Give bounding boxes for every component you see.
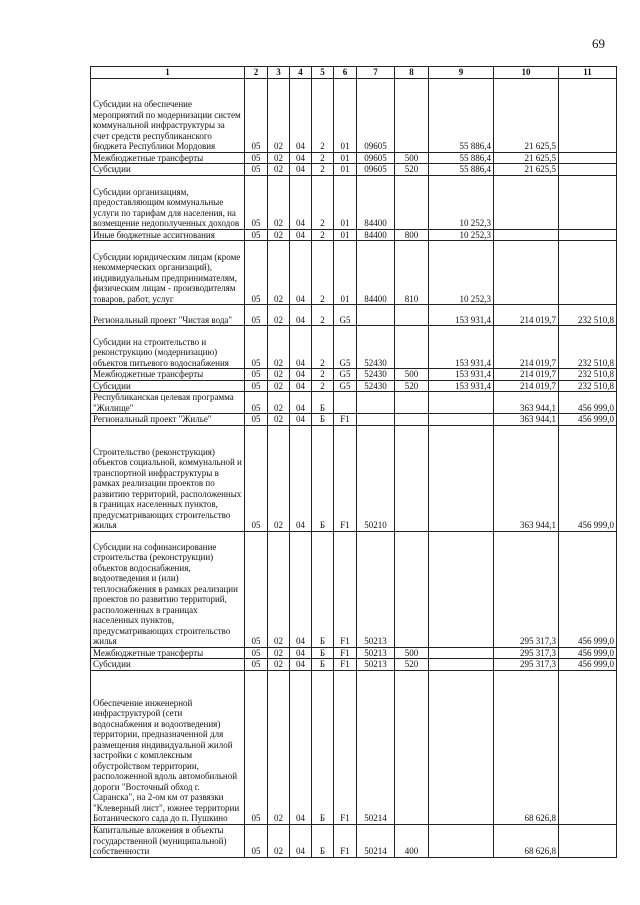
row-code-3: 04 xyxy=(290,305,312,326)
row-code-4: Б xyxy=(312,414,334,426)
row-code-2: 02 xyxy=(268,241,290,305)
row-code-4: 2 xyxy=(312,229,334,241)
row-value-col-9: 153 931,4 xyxy=(429,380,494,392)
row-code-3: 04 xyxy=(290,670,312,824)
row-code-7: 810 xyxy=(395,241,429,305)
row-code-3: 04 xyxy=(290,241,312,305)
row-value-col-9: 10 252,3 xyxy=(429,229,494,241)
row-code-6 xyxy=(357,392,395,414)
row-code-4: Б xyxy=(312,670,334,824)
row-code-6: 52430 xyxy=(357,369,395,381)
table-row xyxy=(91,152,617,164)
table-header xyxy=(91,67,617,79)
row-value-col-10: 214 019,7 xyxy=(494,305,559,326)
row-code-2: 02 xyxy=(268,414,290,426)
row-value-col-9 xyxy=(429,647,494,659)
row-code-2: 02 xyxy=(268,305,290,326)
row-code-6: 50213 xyxy=(357,531,395,647)
row-code-3: 04 xyxy=(290,175,312,229)
row-value-col-9: 10 252,3 xyxy=(429,241,494,305)
row-value-col-9: 55 886,4 xyxy=(429,78,494,152)
row-code-6: 09605 xyxy=(357,152,395,164)
row-value-col-11 xyxy=(559,152,617,164)
row-code-1: 05 xyxy=(245,78,268,152)
row-code-3: 04 xyxy=(290,164,312,176)
row-value-col-9 xyxy=(429,659,494,671)
row-code-4: Б xyxy=(312,647,334,659)
row-code-1: 05 xyxy=(245,392,268,414)
row-name: Субсидии xyxy=(91,659,245,671)
row-code-5: F1 xyxy=(334,824,357,857)
row-code-5: F1 xyxy=(334,414,357,426)
row-value-col-11 xyxy=(559,164,617,176)
row-value-col-11 xyxy=(559,824,617,857)
table-row xyxy=(91,647,617,659)
row-name: Субсидии на обеспечение мероприятий по модернизации систем коммунальной инфраструктуры за счет средств республиканского бюджета Республики Мордовия xyxy=(91,78,245,152)
row-code-3: 04 xyxy=(290,152,312,164)
row-code-7: 800 xyxy=(395,229,429,241)
row-code-3: 04 xyxy=(290,414,312,426)
row-code-1: 05 xyxy=(245,647,268,659)
row-code-2: 02 xyxy=(268,392,290,414)
row-code-2: 02 xyxy=(268,229,290,241)
row-code-5: 01 xyxy=(334,241,357,305)
row-value-col-11: 232 510,8 xyxy=(559,369,617,381)
row-code-4: 2 xyxy=(312,326,334,369)
row-name: Субсидии xyxy=(91,380,245,392)
row-code-6: 09605 xyxy=(357,78,395,152)
row-code-4: 2 xyxy=(312,175,334,229)
row-code-1: 05 xyxy=(245,175,268,229)
row-code-5: F1 xyxy=(334,670,357,824)
table-row xyxy=(91,164,617,176)
row-value-col-9 xyxy=(429,425,494,531)
table-row xyxy=(91,425,617,531)
row-name: Республиканская целевая программа "Жилище" xyxy=(91,392,245,414)
row-code-2: 02 xyxy=(268,659,290,671)
row-code-4: 2 xyxy=(312,78,334,152)
row-value-col-9: 55 886,4 xyxy=(429,164,494,176)
table-row xyxy=(91,824,617,857)
row-code-5: G5 xyxy=(334,369,357,381)
row-code-2: 02 xyxy=(268,647,290,659)
row-code-3: 04 xyxy=(290,380,312,392)
row-value-col-10 xyxy=(494,229,559,241)
row-code-1: 05 xyxy=(245,152,268,164)
row-value-col-11: 232 510,8 xyxy=(559,305,617,326)
row-name: Иные бюджетные ассигнования xyxy=(91,229,245,241)
row-code-5: F1 xyxy=(334,425,357,531)
row-code-3: 04 xyxy=(290,531,312,647)
row-value-col-10: 363 944,1 xyxy=(494,425,559,531)
row-code-1: 05 xyxy=(245,414,268,426)
row-code-2: 02 xyxy=(268,369,290,381)
row-value-col-11: 456 999,0 xyxy=(559,647,617,659)
row-value-col-11: 456 999,0 xyxy=(559,659,617,671)
row-code-2: 02 xyxy=(268,175,290,229)
row-value-col-10: 295 317,3 xyxy=(494,647,559,659)
row-value-col-9: 55 886,4 xyxy=(429,152,494,164)
row-value-col-10: 21 625,5 xyxy=(494,152,559,164)
row-code-5: G5 xyxy=(334,380,357,392)
row-code-4: 2 xyxy=(312,305,334,326)
row-code-5: 01 xyxy=(334,152,357,164)
header-col-3: 3 xyxy=(268,67,290,79)
row-name: Капитальные вложения в объекты государственной (муниципальной) собственности xyxy=(91,824,245,857)
row-code-3: 04 xyxy=(290,824,312,857)
row-code-7: 520 xyxy=(395,380,429,392)
table-row xyxy=(91,659,617,671)
row-value-col-9: 153 931,4 xyxy=(429,305,494,326)
row-name: Субсидии юридическим лицам (кроме некоммерческих организаций), индивидуальным предпринимателям, физическим лицам - производителям товаров, работ, услуг xyxy=(91,241,245,305)
row-value-col-9 xyxy=(429,392,494,414)
header-col-6: 6 xyxy=(334,67,357,79)
row-code-7 xyxy=(395,531,429,647)
row-code-1: 05 xyxy=(245,670,268,824)
row-value-col-10 xyxy=(494,175,559,229)
row-code-4: 2 xyxy=(312,241,334,305)
row-code-6: 84400 xyxy=(357,241,395,305)
row-code-1: 05 xyxy=(245,229,268,241)
row-code-4: 2 xyxy=(312,152,334,164)
row-code-5: F1 xyxy=(334,647,357,659)
row-code-4: Б xyxy=(312,659,334,671)
row-value-col-11: 456 999,0 xyxy=(559,392,617,414)
row-code-2: 02 xyxy=(268,326,290,369)
table-row xyxy=(91,392,617,414)
row-value-col-10: 21 625,5 xyxy=(494,78,559,152)
row-code-6: 50214 xyxy=(357,824,395,857)
row-code-6: 84400 xyxy=(357,175,395,229)
row-code-7 xyxy=(395,175,429,229)
row-value-col-10: 214 019,7 xyxy=(494,380,559,392)
row-code-7: 520 xyxy=(395,659,429,671)
row-code-7: 500 xyxy=(395,647,429,659)
row-value-col-10: 295 317,3 xyxy=(494,659,559,671)
row-code-5: F1 xyxy=(334,659,357,671)
row-value-col-10: 295 317,3 xyxy=(494,531,559,647)
row-code-1: 05 xyxy=(245,164,268,176)
row-name: Субсидии организациям, предоставляющим коммунальные услуги по тарифам для населения, на возмещение недополученных доходов xyxy=(91,175,245,229)
row-code-3: 04 xyxy=(290,647,312,659)
row-value-col-10: 214 019,7 xyxy=(494,369,559,381)
row-name: Субсидии на строительство и реконструкцию (модернизацию) объектов питьевого водоснабжения xyxy=(91,326,245,369)
page-number: 69 xyxy=(592,36,605,51)
row-value-col-9 xyxy=(429,824,494,857)
row-value-col-11: 456 999,0 xyxy=(559,414,617,426)
row-value-col-11: 456 999,0 xyxy=(559,531,617,647)
row-code-5: 01 xyxy=(334,175,357,229)
table-row xyxy=(91,175,617,229)
row-code-1: 05 xyxy=(245,380,268,392)
row-value-col-9: 153 931,4 xyxy=(429,326,494,369)
row-code-1: 05 xyxy=(245,369,268,381)
table-row xyxy=(91,670,617,824)
row-name: Региональный проект "Жилье" xyxy=(91,414,245,426)
row-code-6 xyxy=(357,305,395,326)
header-col-1: 1 xyxy=(91,67,245,79)
row-value-col-9: 10 252,3 xyxy=(429,175,494,229)
table-row xyxy=(91,414,617,426)
row-code-1: 05 xyxy=(245,305,268,326)
row-code-2: 02 xyxy=(268,670,290,824)
row-name: Межбюджетные трансферты xyxy=(91,152,245,164)
row-code-4: Б xyxy=(312,392,334,414)
row-code-4: 2 xyxy=(312,369,334,381)
row-value-col-11: 456 999,0 xyxy=(559,425,617,531)
table-row xyxy=(91,241,617,305)
row-code-6 xyxy=(357,414,395,426)
table-row xyxy=(91,78,617,152)
row-code-3: 04 xyxy=(290,425,312,531)
budget-table xyxy=(90,66,617,858)
row-code-1: 05 xyxy=(245,531,268,647)
row-code-5: F1 xyxy=(334,531,357,647)
row-code-2: 02 xyxy=(268,380,290,392)
row-name: Субсидии на софинансирование строительства (реконструкции) объектов водоснабжения, водоотведения и (или) теплоснабжения в рамках реализации проектов по развитию территорий, расположенных в границах населенных пунктов, предусматривающих строительство жилья xyxy=(91,531,245,647)
row-value-col-10: 21 625,5 xyxy=(494,164,559,176)
row-code-7: 400 xyxy=(395,824,429,857)
row-code-7: 500 xyxy=(395,369,429,381)
row-code-7: 520 xyxy=(395,164,429,176)
table-row xyxy=(91,369,617,381)
row-code-1: 05 xyxy=(245,824,268,857)
row-code-7 xyxy=(395,670,429,824)
table-row xyxy=(91,305,617,326)
row-code-2: 02 xyxy=(268,425,290,531)
row-code-6: 52430 xyxy=(357,326,395,369)
row-value-col-10: 68 626,8 xyxy=(494,824,559,857)
header-col-7: 7 xyxy=(357,67,395,79)
row-value-col-11 xyxy=(559,78,617,152)
row-code-5: 01 xyxy=(334,78,357,152)
row-code-7 xyxy=(395,414,429,426)
row-code-1: 05 xyxy=(245,326,268,369)
header-col-2: 2 xyxy=(245,67,268,79)
row-code-1: 05 xyxy=(245,241,268,305)
row-value-col-11: 232 510,8 xyxy=(559,380,617,392)
header-col-9: 9 xyxy=(429,67,494,79)
row-code-4: Б xyxy=(312,425,334,531)
row-code-6: 50210 xyxy=(357,425,395,531)
header-col-11: 11 xyxy=(559,67,617,79)
table-row xyxy=(91,326,617,369)
row-value-col-11 xyxy=(559,670,617,824)
row-code-3: 04 xyxy=(290,369,312,381)
row-value-col-11 xyxy=(559,229,617,241)
row-name: Межбюджетные трансферты xyxy=(91,647,245,659)
row-name: Региональный проект "Чистая вода" xyxy=(91,305,245,326)
row-code-4: 2 xyxy=(312,164,334,176)
row-code-5 xyxy=(334,392,357,414)
row-code-2: 02 xyxy=(268,78,290,152)
row-code-6: 52430 xyxy=(357,380,395,392)
header-col-10: 10 xyxy=(494,67,559,79)
header-row xyxy=(91,67,617,79)
row-code-6: 50213 xyxy=(357,659,395,671)
row-code-1: 05 xyxy=(245,659,268,671)
header-col-8: 8 xyxy=(395,67,429,79)
row-code-4: Б xyxy=(312,824,334,857)
table-body xyxy=(91,78,617,857)
row-code-3: 04 xyxy=(290,78,312,152)
row-code-7 xyxy=(395,425,429,531)
row-value-col-10: 68 626,8 xyxy=(494,670,559,824)
row-code-5: 01 xyxy=(334,164,357,176)
row-name: Обеспечение инженерной инфраструктурой (сети водоснабжения и водоотведения) территории, предназначенной для размещения индивидуальной жилой застройки с комплексным обустройством территории, расположенной вдоль автомобильной дороги "Восточный обход г. Саранска", на 2-ом км от развязки "Клеверный лист", южнее территории Ботанического сада до п. Пушкино xyxy=(91,670,245,824)
header-col-4: 4 xyxy=(290,67,312,79)
row-value-col-11 xyxy=(559,241,617,305)
row-code-3: 04 xyxy=(290,326,312,369)
row-value-col-9 xyxy=(429,531,494,647)
row-code-7 xyxy=(395,326,429,369)
row-value-col-10: 363 944,1 xyxy=(494,392,559,414)
row-code-7 xyxy=(395,78,429,152)
row-code-5: 01 xyxy=(334,229,357,241)
row-value-col-9: 153 931,4 xyxy=(429,369,494,381)
row-code-4: Б xyxy=(312,531,334,647)
row-code-2: 02 xyxy=(268,164,290,176)
row-code-6: 50213 xyxy=(357,647,395,659)
row-value-col-9 xyxy=(429,670,494,824)
row-value-col-11 xyxy=(559,175,617,229)
row-value-col-10: 214 019,7 xyxy=(494,326,559,369)
row-code-2: 02 xyxy=(268,152,290,164)
header-col-5: 5 xyxy=(312,67,334,79)
row-value-col-11: 232 510,8 xyxy=(559,326,617,369)
row-name: Субсидии xyxy=(91,164,245,176)
row-code-5: G5 xyxy=(334,326,357,369)
row-value-col-10 xyxy=(494,241,559,305)
row-code-4: 2 xyxy=(312,380,334,392)
row-code-3: 04 xyxy=(290,392,312,414)
row-code-1: 05 xyxy=(245,425,268,531)
row-code-2: 02 xyxy=(268,824,290,857)
row-name: Строительство (реконструкция) объектов социальной, коммунальной и транспортной инфраструктуры в рамках реализации проектов по развитию территорий, расположенных в границах населенных пунктов, предусматривающих строительство жилья xyxy=(91,425,245,531)
row-code-6: 84400 xyxy=(357,229,395,241)
row-code-7 xyxy=(395,305,429,326)
row-value-col-10: 363 944,1 xyxy=(494,414,559,426)
row-code-6: 50214 xyxy=(357,670,395,824)
row-name: Межбюджетные трансферты xyxy=(91,369,245,381)
row-code-6: 09605 xyxy=(357,164,395,176)
table-row xyxy=(91,229,617,241)
row-code-3: 04 xyxy=(290,659,312,671)
table-row xyxy=(91,531,617,647)
row-value-col-9 xyxy=(429,414,494,426)
row-code-2: 02 xyxy=(268,531,290,647)
row-code-3: 04 xyxy=(290,229,312,241)
row-code-7: 500 xyxy=(395,152,429,164)
row-code-5: G5 xyxy=(334,305,357,326)
row-code-7 xyxy=(395,392,429,414)
table-row xyxy=(91,380,617,392)
